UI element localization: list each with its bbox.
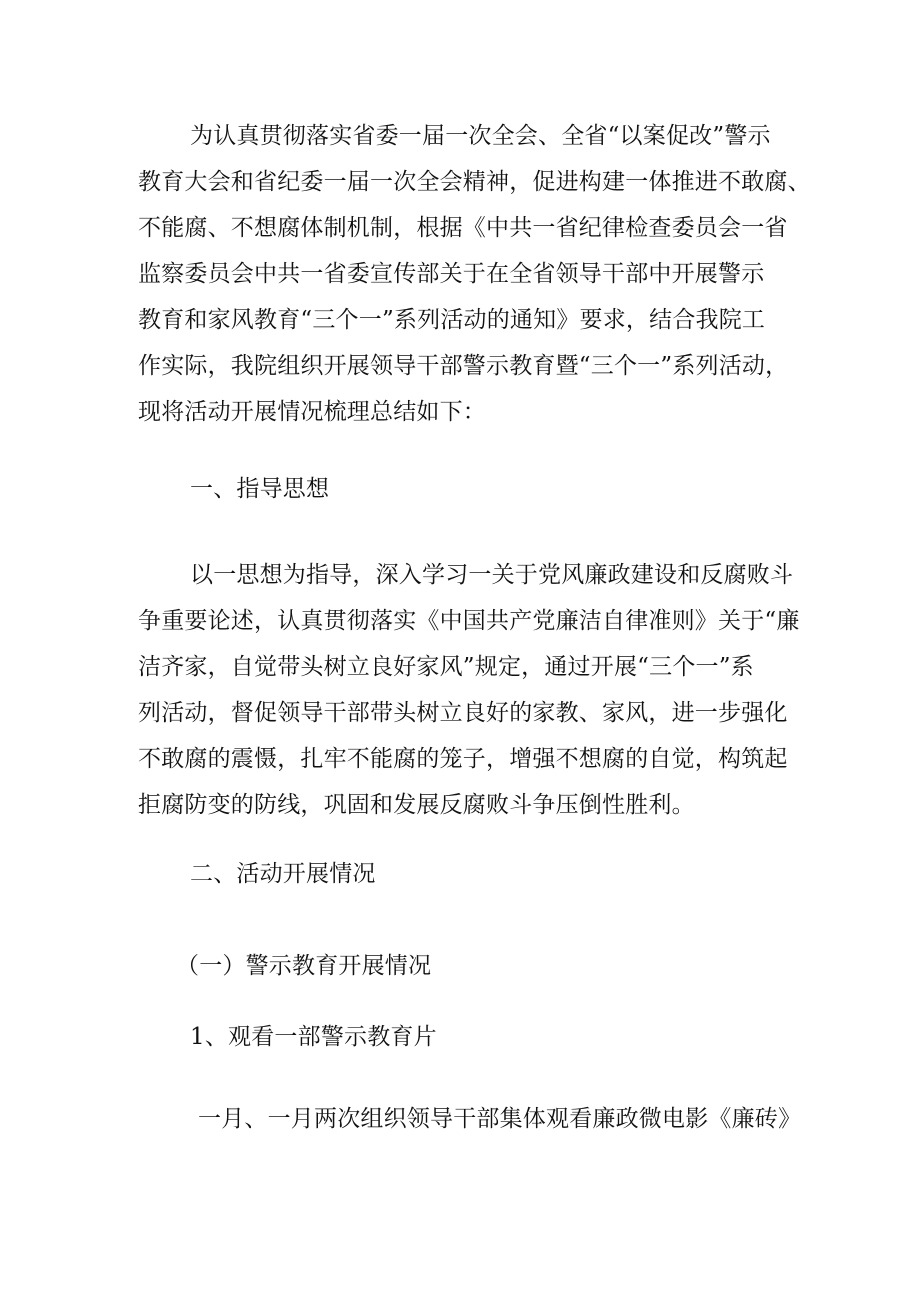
item-heading-1: 1、观看一部警示教育片 (190, 1024, 437, 1050)
intro-line-1: 为认真贯彻落实省委一届一次全会、全省“以案促改”警示 (190, 123, 771, 149)
intro-line-3: 不能腐、不想腐体制机制，根据《中共一省纪律检查委员会一省 (138, 215, 788, 241)
guiding-line-1: 以一思想为指导，深入学习一关于党风廉政建设和反腐败斗 (190, 562, 794, 588)
guiding-line-6: 拒腐防变的防线，巩固和发展反腐败斗争压倒性胜利。 (138, 792, 695, 818)
guiding-line-4: 列活动，督促领导干部带头树立良好的家教、家风，进一步强化 (138, 700, 788, 726)
section-heading-guiding: 一、指导思想 (190, 476, 330, 502)
item-1-text: 一月、一月两次组织领导干部集体观看廉政微电影《廉砖》 (198, 1106, 802, 1132)
intro-line-7: 现将活动开展情况梳理总结如下： (138, 399, 486, 425)
intro-line-4: 监察委员会中共一省委宣传部关于在全省领导干部中开展警示 (138, 261, 765, 287)
intro-line-6: 作实际，我院组织开展领导干部警示教育暨“三个一”系列活动， (138, 353, 789, 379)
subsection-heading-warning-education: （一）警示教育开展情况 (176, 953, 432, 979)
intro-line-2: 教育大会和省纪委一届一次全会精神，促进构建一体推进不敢腐、 (138, 169, 811, 195)
guiding-line-3: 洁齐家，自觉带头树立良好家风”规定，通过开展“三个一”系 (138, 654, 754, 680)
guiding-line-5: 不敢腐的震慑，扎牢不能腐的笼子，增强不想腐的自觉，构筑起 (138, 746, 788, 772)
section-heading-activities: 二、活动开展情况 (190, 861, 376, 887)
guiding-line-2: 争重要论述，认真贯彻落实《中国共产党廉洁自律准则》关于“廉 (138, 608, 800, 634)
intro-line-5: 教育和家风教育“三个一”系列活动的通知》要求，结合我院工 (138, 307, 766, 333)
